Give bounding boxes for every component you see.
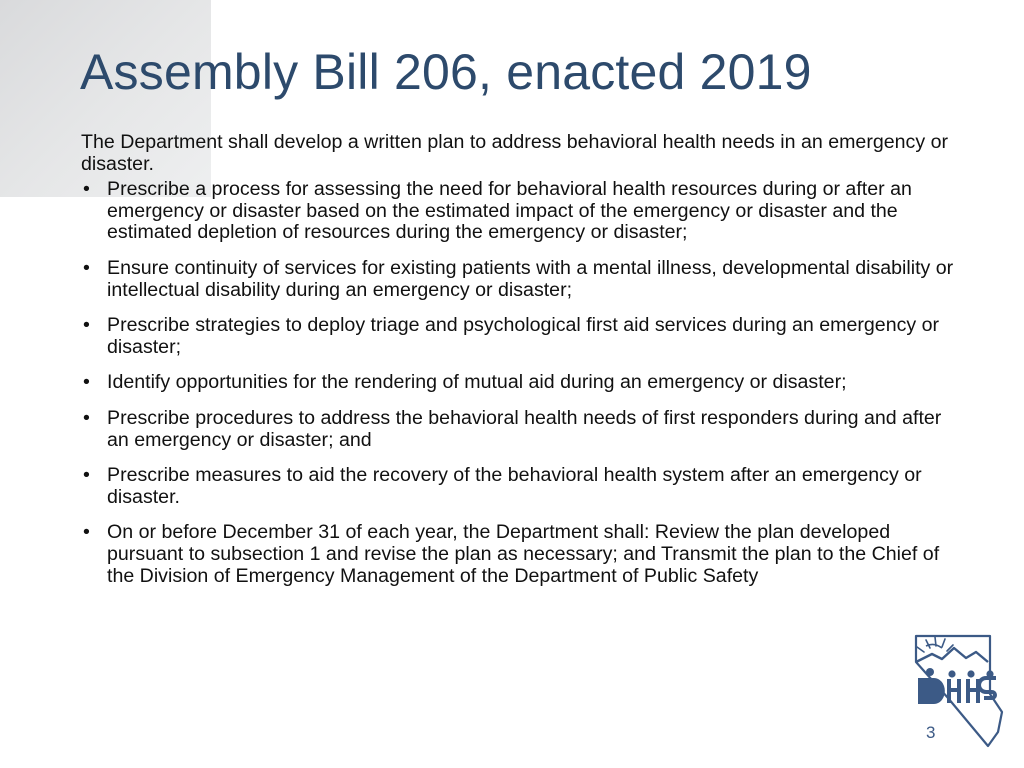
bullet-item: [81, 179, 961, 244]
bullet-list: [81, 179, 961, 587]
bullet-text: Identify opportunities for the rendering of mutual aid during an emergency or disaster;: [107, 371, 847, 394]
bullet-text: Prescribe strategies to deploy triage and psychological first aid services during an emergency or disaster;: [107, 314, 940, 358]
bullet-text: Prescribe a process for assessing the need for behavioral health resources during or after an emergency or disaster based on the estimated impact of the emergency or disaster and the estimated depletion of resources during the emergency or disaster;: [107, 178, 912, 244]
bullet-icon: •: [83, 314, 90, 337]
bullet-icon: •: [83, 371, 90, 394]
bullet-icon: •: [83, 464, 90, 487]
slide-body: [81, 132, 961, 601]
bullet-item: [81, 522, 961, 587]
slide-title: Assembly Bill 206, enacted 2019: [80, 44, 812, 100]
bullet-icon: •: [83, 256, 90, 279]
bullet-text: Prescribe procedures to address the behavioral health needs of first responders during and after an emergency or disaster; and: [107, 406, 942, 451]
bullet-icon: •: [83, 406, 90, 429]
bullet-item: [81, 315, 961, 358]
people-figures: [918, 668, 997, 704]
intro-paragraph: The Department shall develop a written plan to address behavioral health needs in an emergency or disaster.: [81, 131, 948, 175]
bullet-item: [81, 372, 961, 394]
bullet-icon: •: [83, 178, 90, 201]
mountain-line: [916, 648, 988, 662]
bullet-text: On or before December 31 of each year, the Department shall: Review the plan developed pursuant to subsection 1 and revise the plan as necessary; and Transmit the plan to the Chief of the Division of Emergency Management of the Department of Public Safety: [107, 521, 940, 587]
bullet-item: [81, 465, 961, 508]
dhhs-logo-icon: [904, 628, 1004, 748]
bullet-icon: •: [83, 521, 90, 544]
page-number: 3: [926, 723, 936, 742]
bullet-text: Prescribe measures to aid the recovery of the behavioral health system after an emergency or disaster.: [107, 464, 922, 508]
bullet-item: [81, 258, 961, 301]
bullet-text: Ensure continuity of services for existing patients with a mental illness, developmental disability or intellectual disability during an emergency or disaster;: [107, 256, 954, 301]
bullet-item: [81, 408, 961, 451]
